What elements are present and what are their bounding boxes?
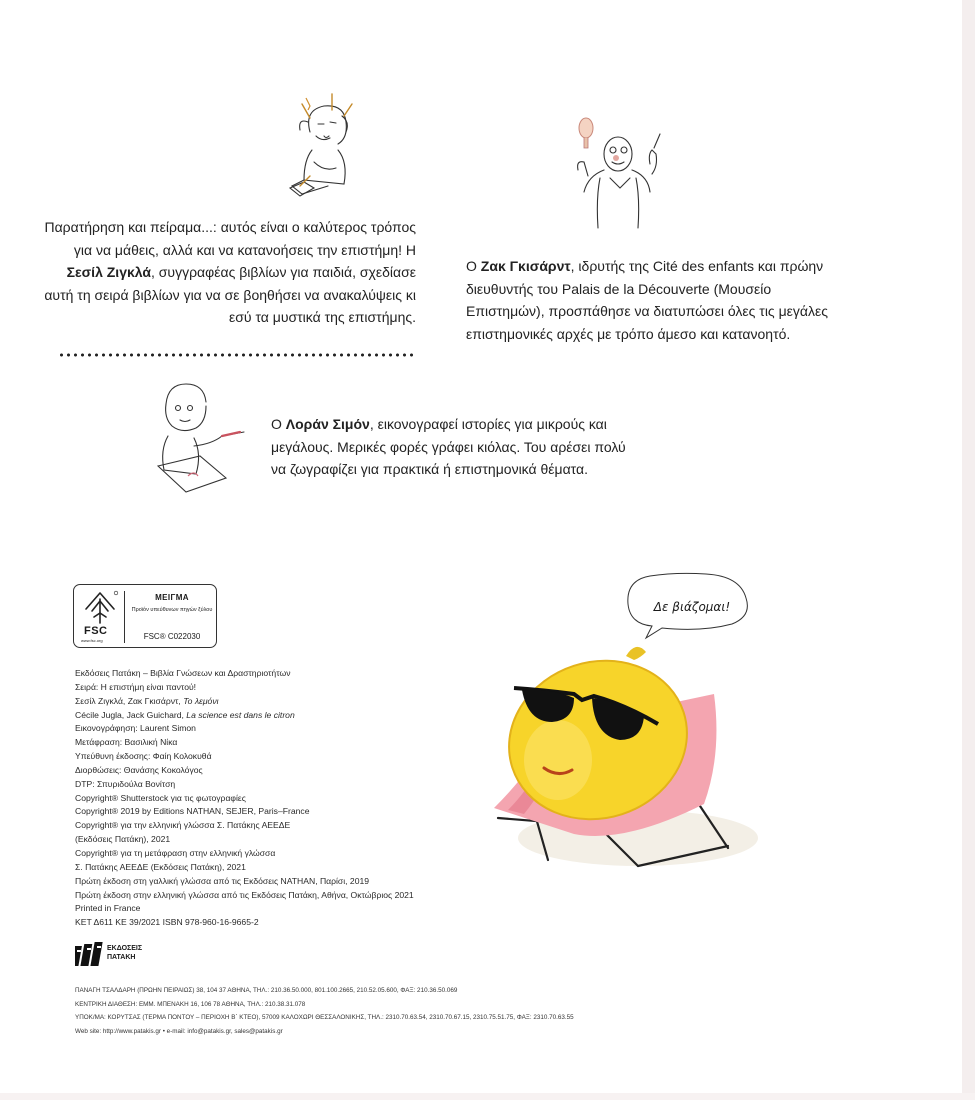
bio-text-pre: Ο — [271, 416, 286, 432]
credit-line: Copyright® για την ελληνική γλώσσα Σ. Πατάκης ΑΕΕΔΕ — [75, 820, 291, 831]
bio-text-pre: Ο — [466, 258, 481, 274]
author-bio-cecile — [40, 216, 416, 329]
credit-line: Copyright® για τη μετάφραση στην ελληνική γλώσσα — [75, 847, 276, 858]
credit-line: Σ. Πατάκης ΑΕΕΔΕ (Εκδόσεις Πατάκη), 2021 — [75, 861, 246, 872]
page-edge-bottom — [0, 1093, 975, 1100]
fsc-badge — [73, 584, 217, 648]
fsc-tree-icon — [80, 589, 120, 625]
credit-line: Μετάφραση: Βασιλική Νίκα — [75, 737, 178, 748]
credit-line: DTP: Σπυριδούλα Βονίτση — [75, 778, 176, 789]
author-illustration-laurent — [148, 376, 258, 500]
fsc-subtitle: Προϊόν υπεύθυνων πηγών ξύλου — [131, 607, 213, 613]
credit-line: Copyright® Shutterstock για τις φωτογραφίες — [75, 792, 246, 803]
credit-title-original: La science est dans le citron — [186, 709, 295, 720]
fsc-logo-text: FSC — [84, 625, 108, 637]
credit-line: Υπεύθυνη έκδοσης: Φαίη Κολοκυθά — [75, 751, 212, 762]
publisher-name: ΕΚΔΟΣΕΙΣ ΠΑΤΑΚΗ — [107, 945, 143, 961]
author-name-jack: Ζακ Γκισάρντ — [480, 258, 571, 274]
footer-line-distribution: ΚΕΝΤΡΙΚΗ ΔΙΑΘΕΣΗ: ΕΜΜ. ΜΠΕΝΑΚΗ 16, 106 78 ΑΘΗΝΑ, ΤΗΛ.: 210.38.31.078 — [75, 1000, 306, 1008]
credit-line: Πρώτη έκδοση στην ελληνική γλώσσα από τις Εκδόσεις Πατάκη, Αθήνα, Οκτώβριος 2021 — [75, 889, 414, 900]
credit-line: Εικονογράφηση: Laurent Simon — [75, 723, 196, 734]
author-bio-jack — [466, 255, 846, 345]
bio-text-pre: Παρατήρηση και πείραμα...: αυτός είναι ο καλύτερος τρόπος για να μάθεις, αλλά και να κατανοήσεις την επιστήμη! Η — [44, 219, 416, 258]
credit-line: Εκδόσεις Πατάκη – Βιβλία Γνώσεων και Δραστηριοτήτων — [75, 668, 291, 678]
bio-text-post: , εικονογραφεί ιστορίες για μικρούς και μεγάλους. Μερικές φορές γράφει κιόλας. Του αρέσει πολύ να ζωγραφίζει για πρακτικά ή επιστημονικά θέματα. — [271, 416, 626, 477]
lemon-deckchair-illustration — [488, 640, 763, 870]
credit-line: Πρώτη έκδοση στη γαλλική γλώσσα από τις Εκδόσεις NATHAN, Παρίσι, 2019 — [75, 875, 370, 886]
footer-line-web: Web site: http://www.patakis.gr • e-mail: info@patakis.gr, sales@patakis.gr — [75, 1028, 283, 1036]
author-name-laurent: Λοράν Σιμόν — [285, 416, 370, 432]
credit-isbn: ΚΕΤ Δ611 ΚΕ 39/2021 ISBN 978-960-16-9665-2 — [75, 917, 259, 928]
fsc-website: www.fsc.org — [81, 638, 103, 643]
bio-text-post: , συγγραφέας βιβλίων για παιδιά, σχεδίασε αυτή τη σειρά βιβλίων για να σε βοηθήσει να ανακαλύψεις κι εσύ τα μυστικά της επιστήμης. — [44, 264, 416, 325]
credit-authors: Σεσίλ Ζιγκλά, Ζακ Γκισάρντ, — [75, 695, 184, 706]
credit-line: Printed in France — [75, 903, 141, 914]
credit-line: Διορθώσεις: Θανάσης Κοκολόγος — [75, 764, 203, 775]
speech-bubble-text: Δε βιάζομαι! — [653, 600, 731, 614]
credit-line: Copyright® 2019 by Editions NATHAN, SEJER, Paris–France — [75, 806, 310, 817]
credit-title: Το λεμόνι — [183, 695, 219, 706]
dotted-divider — [58, 352, 416, 358]
publisher-contact-footer — [75, 984, 935, 1039]
bio-text-post: , ιδρυτής της Cité des enfants και πρώην διευθυντής του Palais de la Découverte (Μουσείο Επιστημών), προσπάθησε να διατυπώσει όλες τις μεγάλες επιστημονικές αρχές με τρόπο άμεσο και κατανοητό. — [466, 258, 828, 342]
fsc-divider — [124, 591, 125, 643]
author-illustration-jack — [566, 108, 666, 232]
footer-line-address: ΠΑΝΑΓΗ ΤΣΑΛΔΑΡΗ (ΠΡΩΗΝ ΠΕΙΡΑΙΩΣ) 38, 104 37 ΑΘΗΝΑ, ΤΗΛ.: 210.36.50.000, 801.100.2665, 210.52.05.600, ΦΑΞ: 210.36.50.069 — [75, 987, 458, 994]
credit-line: (Εκδόσεις Πατάκη), 2021 — [75, 834, 171, 845]
page-edge-right — [962, 0, 975, 1100]
credit-authors-original: Cécile Jugla, Jack Guichard, — [75, 709, 187, 720]
footer-line-branch: ΥΠΟΚ/ΜΑ: ΚΟΡΥΤΣΑΣ (ΤΕΡΜΑ ΠΟΝΤΟΥ – ΠΕΡΙΟΧΗ Β΄ ΚΤΕΟ), 57009 ΚΑΛΟΧΩΡΙ ΘΕΣΣΑΛΟΝΙΚΗΣ, ΤΗΛ.: 2310.70.63.54, 2310.70.67.15, 2310.75.51.75, ΦΑΞ: 2310.70.63.55 — [75, 1014, 574, 1022]
fsc-label: ΜΕΙΓΜΑ — [155, 593, 189, 602]
author-name-cecile: Σεσίλ Ζιγκλά — [66, 264, 152, 280]
author-bio-laurent — [271, 413, 631, 481]
author-illustration-cecile — [272, 92, 372, 204]
credit-line: Σειρά: Η επιστήμη είναι παντού! — [75, 681, 197, 692]
fsc-code: FSC® C022030 — [143, 632, 201, 641]
